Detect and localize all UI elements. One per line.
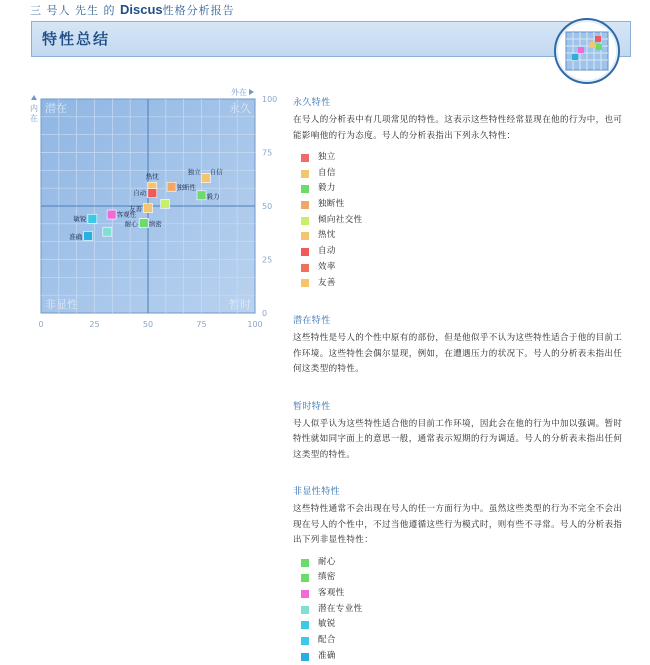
- trait-item: [293, 213, 628, 229]
- brand-name: Discus: [120, 2, 163, 17]
- trait-item: [293, 260, 628, 276]
- trait-item: [293, 649, 628, 665]
- y-tick-label: 75: [262, 148, 273, 158]
- trait-color-swatch: [301, 185, 309, 193]
- trait-label: 缜密: [318, 572, 336, 583]
- arrow-right-icon: [249, 89, 254, 95]
- quadrant-label-permanent: 永久: [229, 102, 251, 115]
- trait-item: [293, 228, 628, 244]
- trait-label: 效率: [318, 261, 336, 272]
- trait-item: [293, 166, 628, 182]
- trait-label: 友善: [318, 277, 336, 288]
- discus-logo-badge: [554, 18, 620, 84]
- trait-point-label: 缜密: [148, 220, 162, 229]
- trait-point-label: 独立: [187, 168, 201, 177]
- y-tick-label: 100: [262, 95, 278, 104]
- trait-item: [293, 181, 628, 197]
- x-tick-label: 0: [38, 320, 44, 329]
- section-permanent: [293, 96, 628, 291]
- section-description: 这些特性是号人的个性中原有的部份，但是他似乎不认为这些特性适合于他的目前工作环境。这些特性会偶尔显现，例如，在遭遇压力的状况下。号人的分析表未指出任何这类型的特性。: [293, 333, 623, 375]
- trait-point: [161, 199, 170, 208]
- trait-color-swatch: [301, 248, 309, 256]
- trait-point: [88, 214, 97, 223]
- trait-label: 客观性: [318, 588, 345, 599]
- trait-point-label: 自信: [209, 168, 223, 177]
- trait-label: 自动: [318, 246, 336, 257]
- trait-label: 热忱: [318, 230, 336, 241]
- trait-label: 潜在专业性: [318, 603, 363, 614]
- section-description: 在号人的分析表中有几项常见的特性。这表示这些特性经常显现在他的行为中，也可能影响他的行为态度。号人的分析表指出下列永久特性：: [293, 115, 623, 141]
- trait-color-swatch: [301, 621, 309, 629]
- x-tick-label: 75: [196, 320, 207, 329]
- grid-logo-icon: [564, 28, 610, 74]
- x-tick-label: 100: [247, 320, 263, 329]
- trait-point-label: 独断性: [176, 183, 197, 192]
- page-title: 特性总结: [42, 30, 111, 48]
- trait-color-swatch: [301, 606, 309, 614]
- trait-scatter-chart: [20, 88, 278, 338]
- trait-point: [84, 231, 93, 240]
- axis-label-inner-char: 在: [30, 114, 38, 123]
- trait-color-swatch: [301, 217, 309, 225]
- trait-label: 敏锐: [318, 619, 336, 630]
- trait-list: [293, 150, 628, 291]
- trait-item: [293, 276, 628, 292]
- trait-label: 耐心: [318, 556, 336, 567]
- trait-point: [144, 204, 153, 213]
- trait-label: 独立: [318, 152, 336, 162]
- trait-color-swatch: [301, 574, 309, 582]
- trait-color-swatch: [301, 559, 309, 567]
- y-tick-label: 0: [262, 309, 268, 318]
- trait-point: [197, 191, 206, 200]
- y-tick-label: 25: [262, 255, 273, 265]
- trait-item: [293, 150, 628, 166]
- trait-item: [293, 586, 628, 602]
- section-title: 暂时特性: [293, 401, 331, 412]
- section-non-dominant: [293, 485, 628, 664]
- trait-label: 毅力: [318, 183, 336, 194]
- trait-color-swatch: [301, 279, 309, 287]
- section-title: 永久特性: [293, 98, 331, 108]
- quadrant-label-non-dominant: 非显性: [45, 298, 78, 311]
- trait-color-swatch: [301, 653, 309, 661]
- trait-label: 准确: [318, 650, 336, 661]
- trait-item: [293, 197, 628, 213]
- trait-point: [103, 227, 112, 236]
- quadrant-label-latent: 潜在: [45, 102, 67, 115]
- trait-label: 自信: [318, 167, 336, 178]
- report-header-suffix: 性格分析报告: [162, 4, 235, 17]
- x-tick-label: 25: [89, 320, 100, 329]
- trait-point: [139, 219, 148, 228]
- trait-point-label: 自动: [133, 189, 147, 198]
- report-header-prefix: 三 号人 先生 的: [30, 4, 116, 17]
- trait-color-swatch: [301, 232, 309, 240]
- trait-item: [293, 617, 628, 633]
- x-tick-label: 50: [142, 320, 154, 329]
- trait-point-label: 敏锐: [73, 214, 87, 223]
- trait-color-swatch: [301, 170, 309, 178]
- trait-item: [293, 555, 628, 571]
- report-header: [30, 2, 235, 18]
- section-description: 这些特性通常不会出现在号人的任一方面行为中。虽然这些类型的行为不完全不会出现在号人的个性中，不过当他遵循这些行为模式时，则有些不寻常。号人的分析表指出下列非显性特性：: [293, 504, 623, 546]
- trait-color-swatch: [301, 590, 309, 598]
- trait-label: 倾向社交性: [318, 214, 363, 225]
- trait-item: [293, 633, 628, 649]
- section-latent: [293, 314, 628, 378]
- trait-color-swatch: [301, 154, 309, 162]
- trait-color-swatch: [301, 201, 309, 209]
- trait-point: [107, 210, 116, 219]
- section-title: 潜在特性: [293, 316, 331, 327]
- trait-point: [148, 189, 157, 198]
- axis-label-outer: 外在: [231, 88, 247, 97]
- section-title: 非显性特性: [293, 487, 341, 498]
- section-description: 号人似乎认为这些特性适合他的目前工作环境，因此会在他的行为中加以强调。暂时特性就如同字面上的意思一般，通常表示短期的行为调适。号人的分析表未指出任何这类型的特性。: [293, 418, 623, 460]
- trait-point-label: 耐心: [124, 220, 138, 229]
- quadrant-label-temporary: 暂时: [229, 298, 251, 311]
- axis-label-inner-char: 内: [30, 104, 38, 113]
- trait-color-swatch: [301, 264, 309, 272]
- trait-point-label: 毅力: [206, 192, 220, 201]
- trait-point: [167, 182, 176, 191]
- trait-label: 独断性: [318, 199, 345, 210]
- trait-point-label: 客观性: [116, 210, 137, 219]
- arrow-up-icon: [31, 95, 37, 100]
- trait-item: [293, 570, 628, 586]
- trait-label: 配合: [318, 635, 336, 646]
- trait-chart: [20, 88, 278, 338]
- trait-item: [293, 602, 628, 618]
- page-title-bar: [31, 21, 631, 57]
- trait-item: [293, 244, 628, 260]
- trait-list: [293, 555, 628, 665]
- trait-point-label: 准确: [69, 232, 83, 241]
- y-tick-label: 50: [262, 202, 273, 211]
- trait-sections: [293, 96, 628, 665]
- trait-point-label: 友善: [129, 205, 142, 214]
- trait-point-label: 热忱: [145, 172, 159, 181]
- section-temporary: [293, 400, 628, 464]
- trait-color-swatch: [301, 637, 309, 645]
